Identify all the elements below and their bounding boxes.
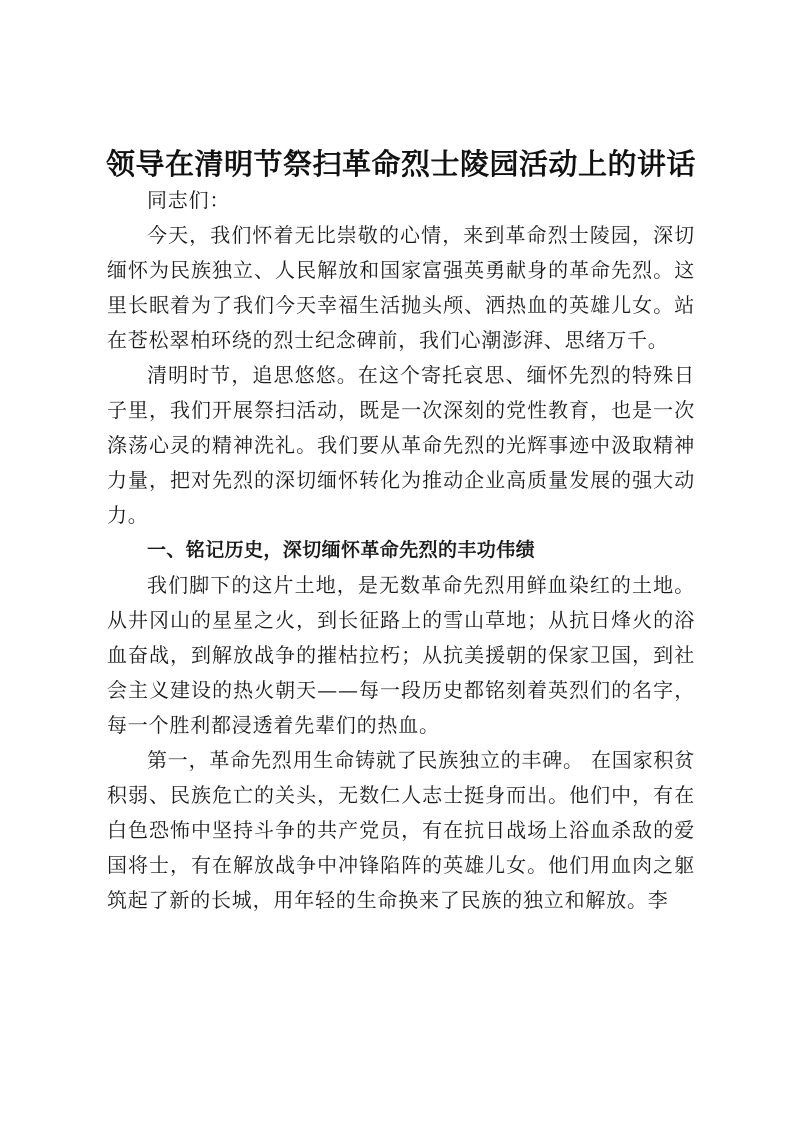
document-title: 领导在清明节祭扫革命烈士陵园活动上的讲话 — [106, 147, 697, 181]
paragraph: 清明时节，追思悠悠。在这个寄托哀思、缅怀先烈的特殊日子里，我们开展祭扫活动，既是一次深刻的党性教育，也是一次涤荡心灵的精神洗礼。我们要从革命先烈的光辉事迹中汲取精神力量，把对先烈的深切缅怀转化为推动企业高质量发展的强大动力。 — [107, 363, 695, 527]
paragraph: 我们脚下的这片土地，是无数革命先烈用鲜血染红的土地。从井冈山的星星之火，到长征路上的雪山草地；从抗日烽火的浴血奋战，到解放战争的摧枯拉朽；从抗美援朝的保家卫国，到社会主义建设的热火朝天——每一段历史都铭刻着英烈们的名字，每一个胜利都浸透着先辈们的热血。 — [107, 573, 695, 737]
document-body — [107, 183, 695, 918]
paragraph: 今天，我们怀着无比崇敬的心情，来到革命烈士陵园，深切缅怀为民族独立、人民解放和国家富强英勇献身的革命先烈。这里长眠着为了我们今天幸福生活抛头颅、洒热血的英雄儿女。站在苍松翠柏环绕的烈士纪念碑前，我们心潮澎湃、思绪万千。 — [107, 223, 695, 352]
greeting: 同志们： — [147, 188, 231, 212]
section-heading: 一、铭记历史，深切缅怀革命先烈的丰功伟绩 — [147, 539, 536, 561]
paragraph: 第一，革命先烈用生命铸就了民族独立的丰碑。 在国家积贫积弱、民族危亡的关头，无数仁人志士挺身而出。他们中，有在白色恐怖中坚持斗争的共产党员，有在抗日战场上浴血杀敌的爱国将士，有在解放战争中冲锋陷阵的英雄儿女。他们用血肉之躯筑起了新的长城，用年轻的生命换来了民族的独立和解放。李 — [107, 748, 695, 912]
